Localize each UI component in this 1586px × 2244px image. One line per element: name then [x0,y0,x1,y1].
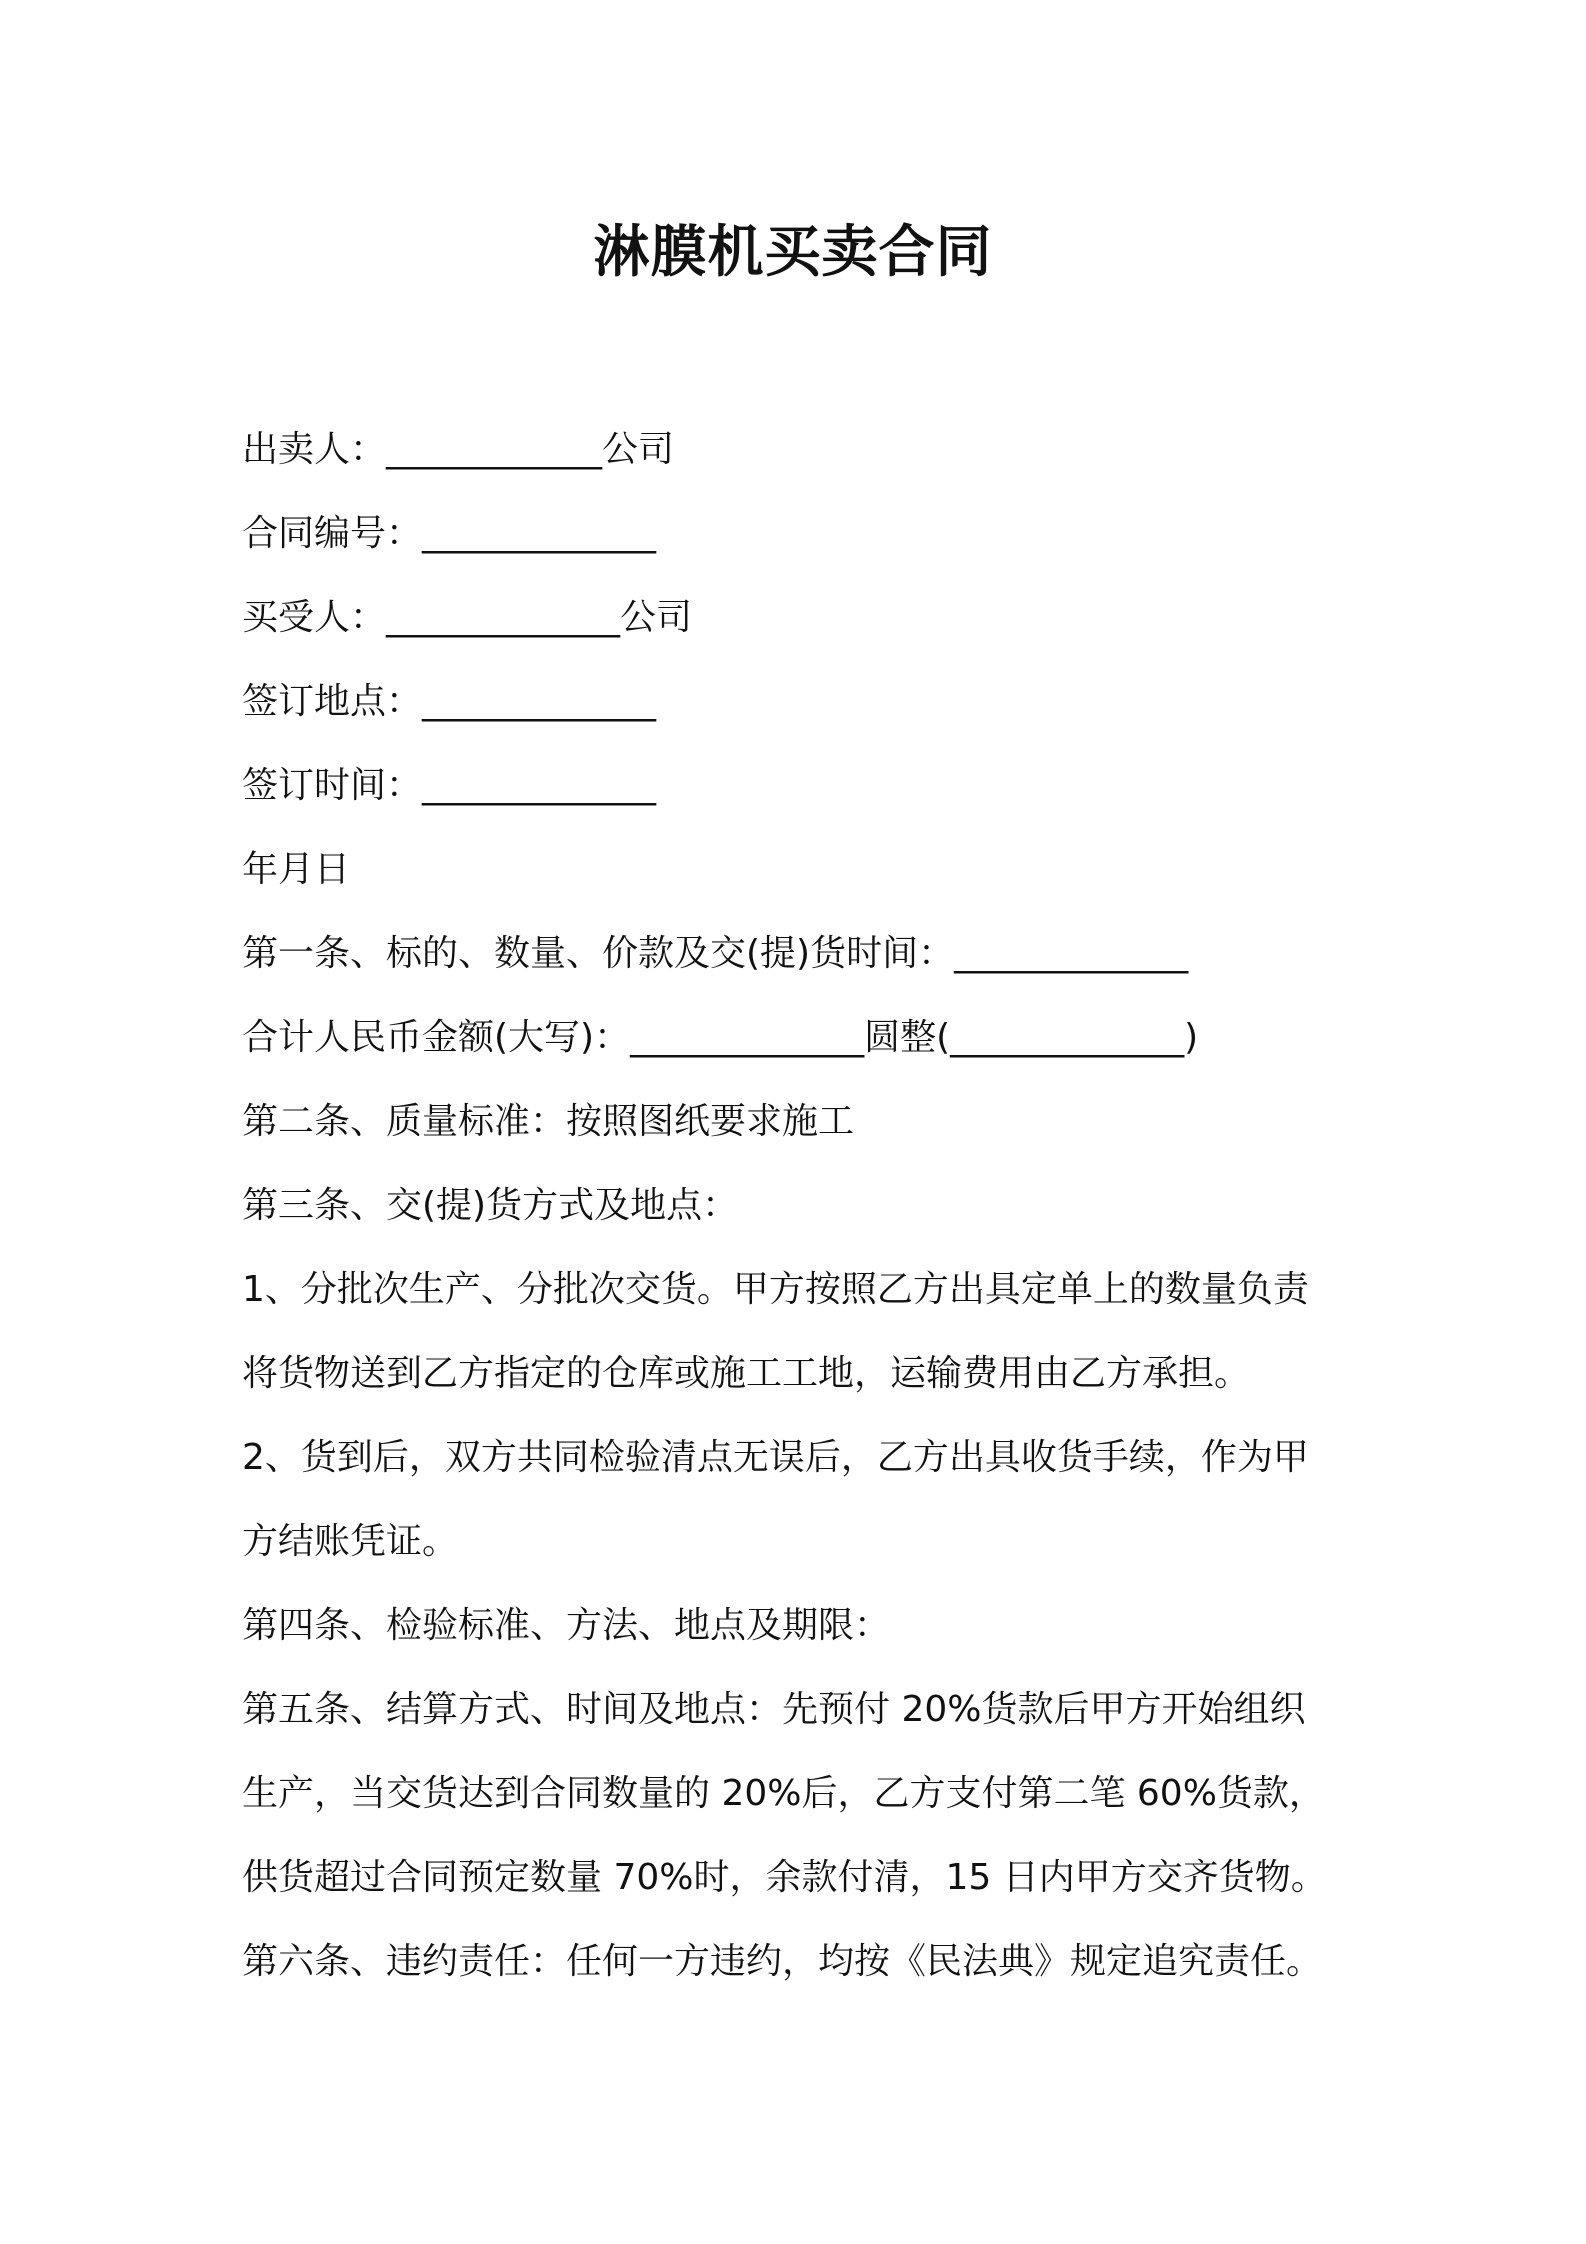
article-3: 第三条、交(提)货方式及地点： [242,1185,739,1226]
article-4: 第四条、检验标准、方法、地点及期限： [242,1605,891,1646]
contract-body [242,408,1362,2004]
article-5-line-3: 供货超过合同预定数量 70%时，余款付清，15 日内甲方交齐货物。 [242,1857,1327,1898]
article-3-item-2-line-1: 2、货到后，双方共同检验清点无误后，乙方出具收货手续，作为甲 [242,1437,1309,1478]
article-3-item-1-line-1: 1、分批次生产、分批次交货。甲方按照乙方出具定单上的数量负责 [242,1269,1309,1310]
signing-time-line: 签订时间：_____________ [242,765,657,806]
document-title: 淋膜机买卖合同 [593,220,993,285]
article-1: 第一条、标的、数量、价款及交(提)货时间：_____________ [242,933,1189,974]
article-2: 第二条、质量标准：按照图纸要求施工 [242,1101,855,1142]
article-3-item-1-line-2: 将货物送到乙方指定的仓库或施工工地，运输费用由乙方承担。 [242,1353,1251,1394]
article-3-item-2-line-2: 方结账凭证。 [242,1521,459,1562]
article-6: 第六条、违约责任：任何一方违约，均按《民法典》规定追究责任。 [242,1941,1323,1982]
article-5-line-2: 生产，当交货达到合同数量的 20%后，乙方支付第二笔 60%货款， [242,1773,1325,1814]
total-amount-line: 合计人民币金额(大写)：_____________圆整(_____________) [242,1017,1199,1058]
buyer-line: 买受人：_____________公司 [242,597,693,638]
date-line: 年月日 [242,849,351,890]
signing-place-line: 签订地点：_____________ [242,681,657,722]
seller-line: 出卖人：____________公司 [242,429,675,470]
contract-number-line: 合同编号：_____________ [242,513,657,554]
article-5-line-1: 第五条、结算方式、时间及地点：先预付 20%货款后甲方开始组织 [242,1689,1306,1730]
